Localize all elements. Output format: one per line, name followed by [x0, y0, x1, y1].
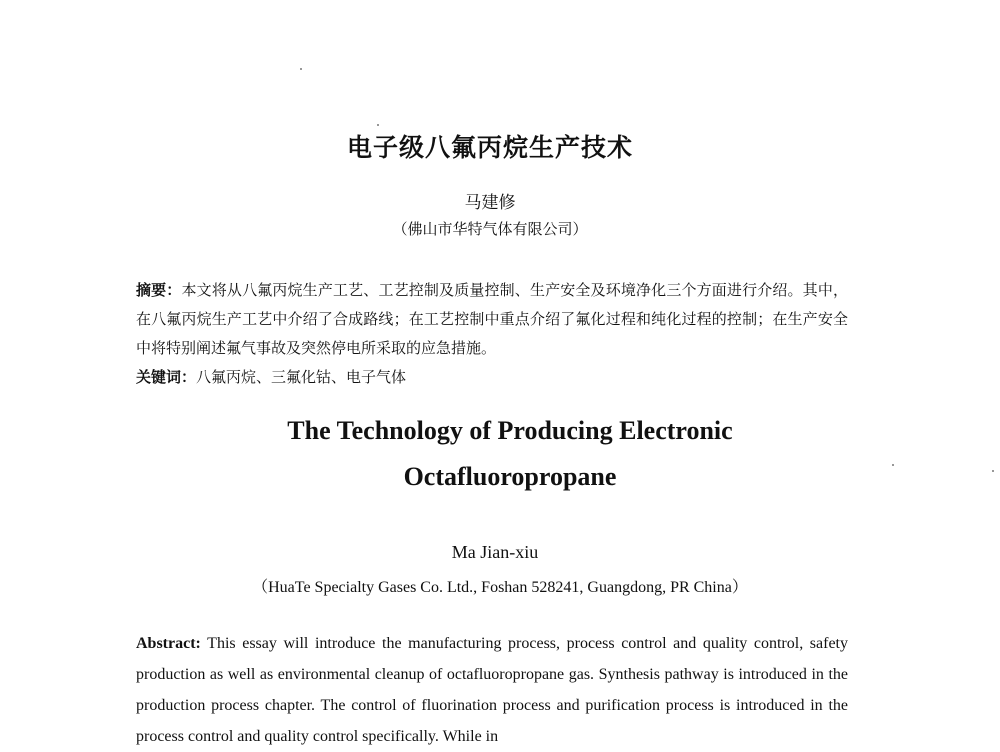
chinese-keywords-text: 八氟丙烷、三氟化钴、电子气体	[196, 368, 407, 386]
chinese-keywords-label: 关键词：	[136, 368, 197, 386]
chinese-abstract-text: 本文将从八氟丙烷生产工艺、工艺控制及质量控制、生产安全及环境净化三个方面进行介绍。其中，在八氟丙烷生产工艺中介绍了合成路线；在工艺控制中重点介绍了氟化过程和纯化过程的控制；在生产安全中将特别阐述氟气事故及突然停电所采取的应急措施。	[136, 281, 848, 357]
english-title-line-1: The Technology of Producing Electronic	[287, 416, 733, 445]
chinese-title: 电子级八氟丙烷生产技术	[346, 133, 633, 162]
english-abstract-text: This essay will introduce the manufacturing process, process control and quality control, safety production as well as environmental cleanup of octafluoropropane gas. Synthesis pathway is introduced in the production process chapter. The control of fluorination process and purification process is introduced in the process control and quality control specifically. While in	[136, 635, 848, 745]
english-author: Ma Jian-xiu	[451, 542, 539, 562]
chinese-abstract	[136, 276, 848, 363]
english-abstract-label: Abstract:	[136, 635, 201, 652]
english-abstract	[136, 628, 848, 752]
english-affiliation: （HuaTe Specialty Gases Co. Ltd., Foshan 528241, Guangdong, PR China）	[252, 579, 748, 596]
chinese-abstract-label: 摘要：	[136, 281, 182, 299]
chinese-affiliation: （佛山市华特气体有限公司）	[392, 220, 588, 238]
scan-speck	[992, 470, 994, 472]
scan-speck	[300, 68, 302, 70]
scan-speck	[892, 464, 894, 466]
english-title-line-2: Octafluoropropane	[403, 462, 617, 491]
chinese-author: 马建修	[464, 193, 516, 213]
scan-speck	[377, 124, 379, 126]
chinese-keywords	[136, 363, 848, 392]
